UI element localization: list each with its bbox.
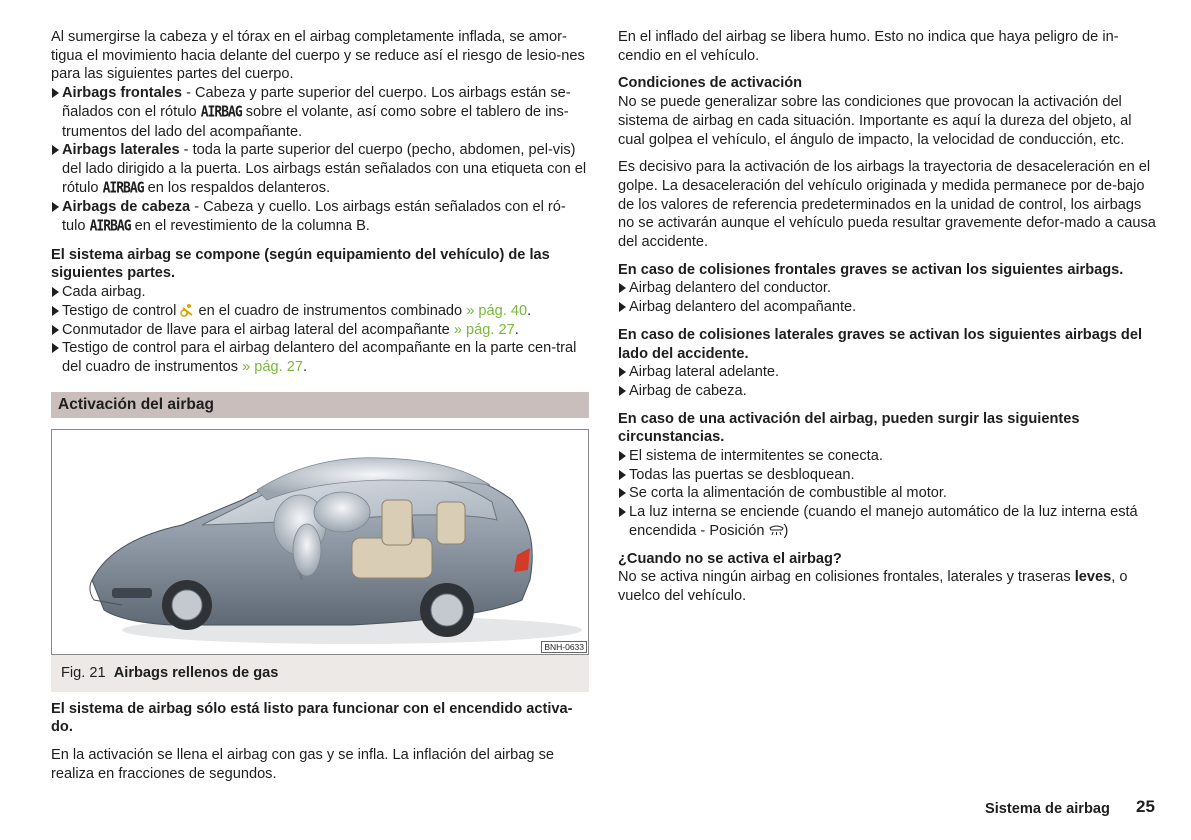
item-text: Testigo de control para el airbag delantero del acompañante en la parte cen-tral del cuadro de instrumentos <box>62 340 577 375</box>
conditions-heading: Condiciones de activación <box>618 75 803 92</box>
figure-caption <box>51 655 589 692</box>
list-item <box>51 198 589 236</box>
airbag-label-mark: AIRBAG <box>89 217 131 236</box>
item-text: La luz interna se enciende (cuando el manejo automático de la luz interna está encendida - Posición <box>629 504 1138 539</box>
item-title: Airbags frontales <box>62 85 183 102</box>
caption-number: Fig. 21 <box>61 664 106 681</box>
list-item <box>51 84 589 141</box>
list-item <box>618 503 1158 540</box>
notactive-paragraph <box>618 568 1158 605</box>
item-text: - toda la parte superior del cuerpo (pecho, abdomen, pel-vis) del lado dirigido a la puerta. Los airbags están señalados con una etiqueta con el rótulo <box>62 142 587 196</box>
notactive-heading: ¿Cuando no se activa el airbag? <box>618 550 842 567</box>
list-item <box>51 339 589 376</box>
item-title: Airbags laterales <box>62 142 180 159</box>
lateral-heading: En caso de colisiones laterales graves se activan los siguientes airbags del lado del accidente. <box>618 326 1142 362</box>
item-text: en los respaldos delanteros. <box>143 179 331 196</box>
footer-section-title: Sistema de airbag <box>985 801 1110 817</box>
list-item: Cada airbag. <box>51 283 589 302</box>
list-item: Airbag de cabeza. <box>618 382 1158 401</box>
decisive-paragraph: Es decisivo para la activación de los airbags la trayectoria de desaceleración en el golpe. La desaceleración del vehículo originada y medida permanece por de-bajo de los valores de referencia predeterminados en la unidad de control, los airbags no se activarán aunque el vehículo pueda resultar gravemente defor-mado a causa del accidente. <box>618 159 1156 251</box>
page-number: 25 <box>1136 797 1155 816</box>
airbag-label-mark: AIRBAG <box>200 103 242 121</box>
interior-light-icon <box>769 525 784 536</box>
section-title: Activación del airbag <box>51 392 589 418</box>
conditions-paragraph: No se puede generalizar sobre las condiciones que provocan la activación del sistema de airbag en cada situación. Importante es aquí la dureza del objeto, al cual golpea el vehículo, el ángulo de impacto, la velocidad de conducción, etc. <box>618 94 1132 148</box>
text: No se activa ningún airbag en colisiones frontales, laterales y traseras <box>618 569 1075 586</box>
smoke-paragraph: En el inflado del airbag se libera humo. Esto no indica que haya peligro de in-cendio en el vehículo. <box>618 29 1119 64</box>
item-text: . <box>527 302 532 319</box>
item-text: Testigo de control <box>62 302 181 319</box>
inflate-paragraph: En la activación se llena el airbag con gas y se infla. La inflación del airbag se realiza en fracciones de segundos. <box>51 747 554 782</box>
airbag-warning-light-icon <box>180 303 194 317</box>
airbag-label-mark: AIRBAG <box>102 179 144 197</box>
components-heading: El sistema airbag se compone (según equipamiento del vehículo) de las siguientes partes. <box>51 246 550 282</box>
item-text: en el cuadro de instrumentos combinado <box>194 302 467 319</box>
figure-car-airbags <box>51 429 589 655</box>
item-title: Airbags de cabeza <box>62 199 191 216</box>
page-link[interactable]: » pág. 27 <box>242 358 303 375</box>
text: , o vuelco del vehículo. <box>618 569 1128 604</box>
item-text: . <box>514 321 519 338</box>
frontal-heading: En caso de colisiones frontales graves se activan los siguientes airbags. <box>618 261 1124 278</box>
item-text: . <box>302 358 308 375</box>
list-item <box>51 141 589 198</box>
page-link[interactable]: » pág. 40 <box>466 302 528 319</box>
intro-paragraph: Al sumergirse la cabeza y el tórax en el airbag completamente inflada, se amor-tigua el movimiento hacia delante del cuerpo y se reduce así el riesgo de lesio-nes para las siguientes partes del cuerpo. <box>51 29 585 83</box>
list-item <box>51 302 589 321</box>
left-column <box>51 28 589 783</box>
item-text: - Cabeza y cuello. Los airbags están señalados con el ró-tulo <box>62 199 566 235</box>
list-item: El sistema de intermitentes se conecta. <box>618 447 1158 466</box>
list-item: Airbag lateral adelante. <box>618 363 1158 382</box>
activation-heading: En caso de una activación del airbag, pueden surgir las siguientes circunstancias. <box>618 410 1080 446</box>
list-item: Airbag delantero del acompañante. <box>618 298 1158 317</box>
item-text: Conmutador de llave para el airbag lateral del acompañante <box>62 321 454 338</box>
caption-title: Airbags rellenos de gas <box>113 664 279 681</box>
ready-heading: El sistema de airbag sólo está listo para funcionar con el encendido activa-do. <box>51 700 573 736</box>
figure-code: BNH-0633 <box>541 641 587 653</box>
item-text: - Cabeza y parte superior del cuerpo. Los airbags están se-ñalados con el rótulo <box>62 85 571 120</box>
list-item: Airbag delantero del conductor. <box>618 279 1158 298</box>
page-link[interactable]: » pág. 27 <box>453 321 515 338</box>
emphasis: leves <box>1074 569 1112 586</box>
item-text: en el revestimiento de la columna B. <box>130 218 370 235</box>
list-item: Se corta la alimentación de combustible al motor. <box>618 484 1158 503</box>
car-airbag-illustration <box>52 430 588 654</box>
item-text: sobre el volante, así como sobre el tablero de ins-trumentos del lado del acompañante. <box>62 103 569 140</box>
right-column <box>618 28 1158 606</box>
item-text: ) <box>783 522 789 539</box>
list-item: Todas las puertas se desbloquean. <box>618 466 1158 485</box>
list-item <box>51 321 589 340</box>
